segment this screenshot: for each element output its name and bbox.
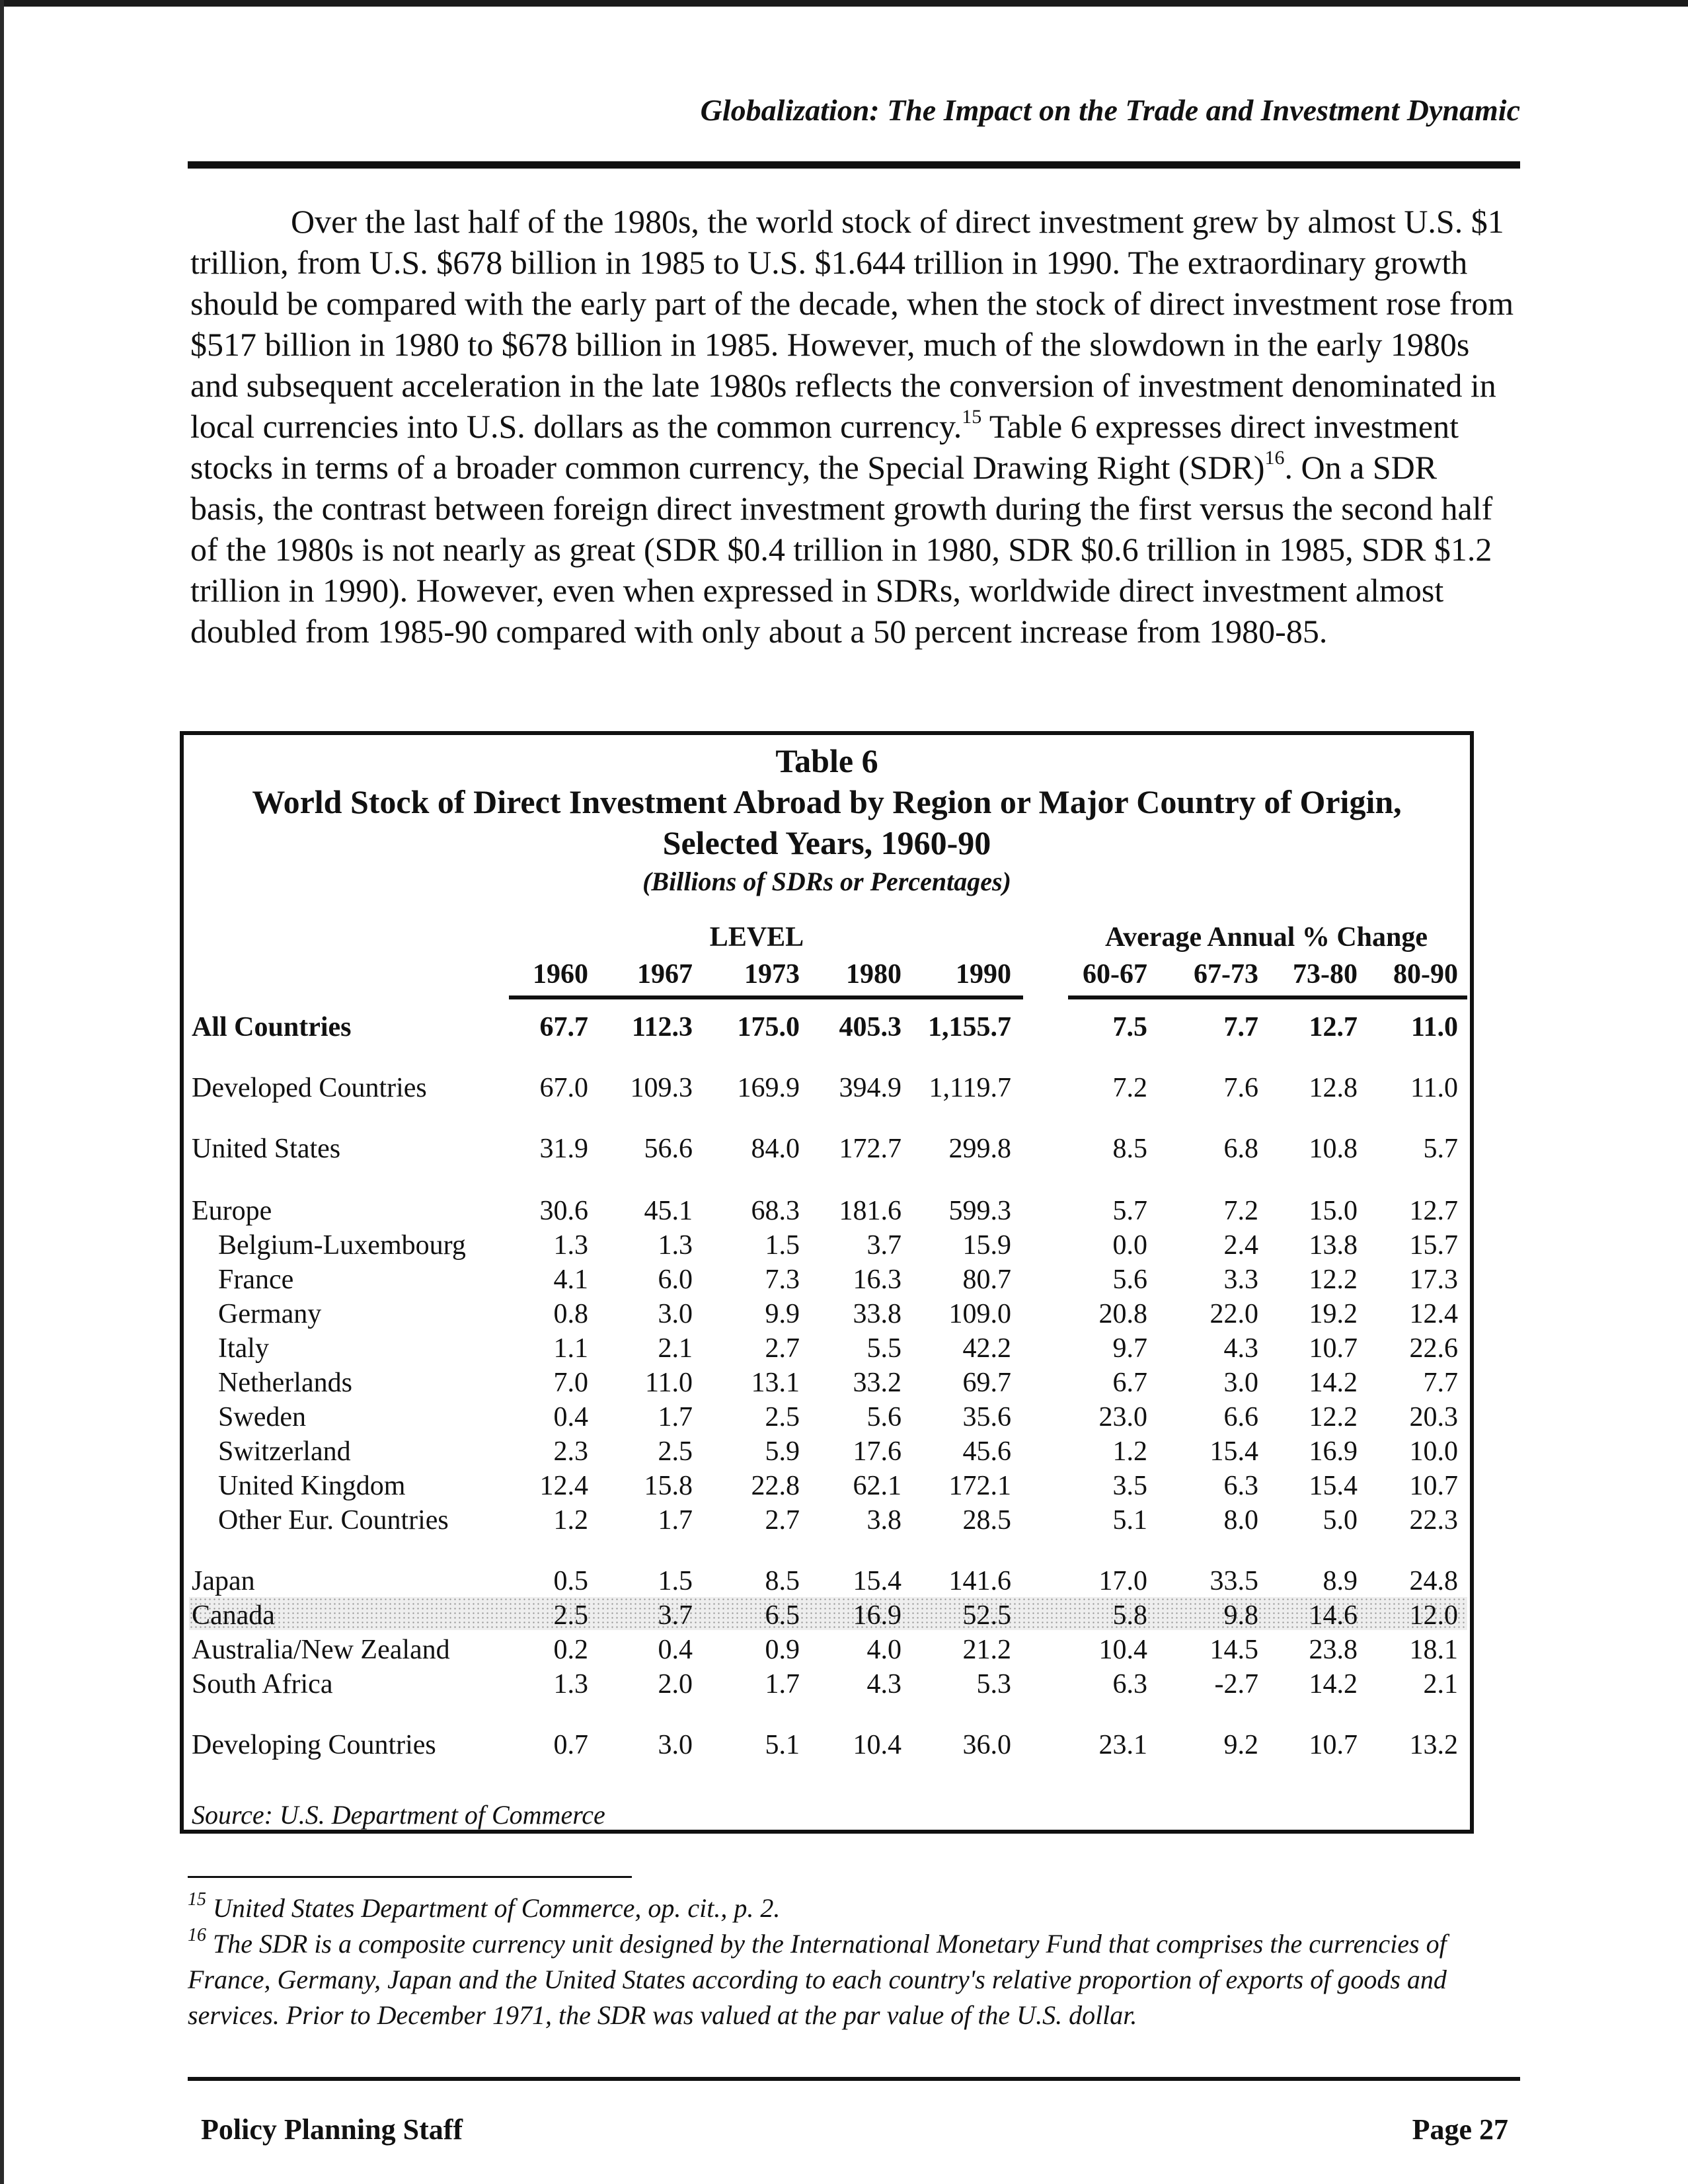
table-cell: 10.7 xyxy=(1409,1471,1458,1501)
table-cell: -2.7 xyxy=(1214,1669,1258,1699)
table-cell: 1.5 xyxy=(765,1230,800,1261)
table-cell: 8.0 xyxy=(1223,1505,1258,1536)
table-cell: 14.6 xyxy=(1309,1600,1358,1631)
table-cell: 3.0 xyxy=(658,1730,693,1760)
row-label: France xyxy=(218,1265,294,1295)
table-cell: 1,119.7 xyxy=(929,1073,1011,1103)
table-cell: 3.0 xyxy=(1223,1368,1258,1398)
column-header-1967: 1967 xyxy=(637,959,693,990)
table-cell: 15.4 xyxy=(853,1566,902,1596)
table-cell: 23.8 xyxy=(1309,1635,1358,1665)
footnote-16-mark: 16 xyxy=(188,1924,206,1945)
table-cell: 172.1 xyxy=(948,1471,1011,1501)
table-cell: 67.0 xyxy=(539,1073,588,1103)
table-cell: 0.8 xyxy=(553,1299,588,1329)
footnote-ref-15: 15 xyxy=(962,406,982,428)
table-cell: 7.0 xyxy=(553,1368,588,1398)
table-cell: 2.0 xyxy=(658,1669,693,1699)
table-cell: 6.7 xyxy=(1112,1368,1147,1398)
table-cell: 12.0 xyxy=(1409,1600,1458,1631)
table-cell: 7.2 xyxy=(1223,1196,1258,1226)
table-cell: 3.5 xyxy=(1112,1471,1147,1501)
table-cell: 80.7 xyxy=(962,1265,1011,1295)
footnote-15-mark: 15 xyxy=(188,1889,206,1910)
table-number: Table 6 xyxy=(775,742,878,779)
column-header-1960: 1960 xyxy=(533,959,588,990)
table-cell: 17.6 xyxy=(853,1436,902,1467)
table-cell: 1.2 xyxy=(553,1505,588,1536)
table-cell: 12.2 xyxy=(1309,1265,1358,1295)
table-cell: 12.4 xyxy=(539,1471,588,1501)
table-cell: 599.3 xyxy=(948,1196,1011,1226)
table-cell: 109.3 xyxy=(630,1073,693,1103)
table-cell: 22.0 xyxy=(1209,1299,1258,1329)
table-cell: 2.3 xyxy=(553,1436,588,1467)
table-cell: 2.7 xyxy=(765,1333,800,1364)
table-cell: 45.1 xyxy=(644,1196,693,1226)
table-cell: 30.6 xyxy=(539,1196,588,1226)
table-cell: 0.9 xyxy=(765,1635,800,1665)
table-cell: 0.4 xyxy=(658,1635,693,1665)
footer-page-number: Page 27 xyxy=(1412,2113,1508,2146)
table-cell: 141.6 xyxy=(948,1566,1011,1596)
table-cell: 1.7 xyxy=(765,1669,800,1699)
table-cell: 3.0 xyxy=(658,1299,693,1329)
table-cell: 42.2 xyxy=(962,1333,1011,1364)
table-cell: 2.7 xyxy=(765,1505,800,1536)
row-label: United Kingdom xyxy=(218,1471,406,1501)
row-label: Sweden xyxy=(218,1402,306,1432)
table-cell: 112.3 xyxy=(631,1012,693,1042)
table-cell: 22.6 xyxy=(1409,1333,1458,1364)
table-cell: 6.8 xyxy=(1223,1134,1258,1164)
footnote-rule xyxy=(188,1876,632,1878)
table-cell: 1.7 xyxy=(658,1505,693,1536)
table-cell: 5.9 xyxy=(765,1436,800,1467)
table-cell: 299.8 xyxy=(948,1134,1011,1164)
header-rule xyxy=(188,161,1520,169)
table-cell: 4.3 xyxy=(866,1669,902,1699)
table-cell: 6.3 xyxy=(1112,1669,1147,1699)
row-label: Developed Countries xyxy=(192,1073,427,1103)
table-cell: 13.1 xyxy=(751,1368,800,1398)
row-label: Netherlands xyxy=(218,1368,352,1398)
table-cell: 4.0 xyxy=(866,1635,902,1665)
table-cell: 62.1 xyxy=(853,1471,902,1501)
table-cell: 16.9 xyxy=(853,1600,902,1631)
table-cell: 11.0 xyxy=(1410,1073,1458,1103)
table-cell: 12.7 xyxy=(1309,1012,1358,1042)
table-cell: 7.5 xyxy=(1112,1012,1147,1042)
table-cell: 1.3 xyxy=(553,1669,588,1699)
body-paragraph xyxy=(190,201,1519,652)
table-cell: 5.6 xyxy=(866,1402,902,1432)
table-cell: 28.5 xyxy=(962,1505,1011,1536)
table-cell: 5.0 xyxy=(1323,1505,1358,1536)
table-cell: 14.2 xyxy=(1309,1669,1358,1699)
table-cell: 67.7 xyxy=(539,1012,588,1042)
row-label: United States xyxy=(192,1134,341,1164)
table-cell: 14.2 xyxy=(1309,1368,1358,1398)
table-cell: 2.4 xyxy=(1223,1230,1258,1261)
table-cell: 7.6 xyxy=(1223,1073,1258,1103)
left-scan-edge xyxy=(0,0,4,2184)
table-cell: 2.1 xyxy=(1423,1669,1458,1699)
table-cell: 13.2 xyxy=(1409,1730,1458,1760)
table-cell: 45.6 xyxy=(962,1436,1011,1467)
row-label: All Countries xyxy=(192,1012,352,1042)
table-cell: 31.9 xyxy=(539,1134,588,1164)
group-header-level: LEVEL xyxy=(709,922,804,953)
table-cell: 21.2 xyxy=(962,1635,1011,1665)
table-cell: 5.1 xyxy=(1112,1505,1147,1536)
table-cell: 36.0 xyxy=(962,1730,1011,1760)
table-cell: 7.2 xyxy=(1112,1073,1147,1103)
table-cell: 15.7 xyxy=(1409,1230,1458,1261)
table-cell: 20.8 xyxy=(1098,1299,1147,1329)
table-cell: 10.4 xyxy=(853,1730,902,1760)
row-label: Italy xyxy=(218,1333,269,1364)
row-label: South Africa xyxy=(192,1669,333,1699)
table-cell: 1.3 xyxy=(553,1230,588,1261)
table-cell: 69.7 xyxy=(962,1368,1011,1398)
table-cell: 5.7 xyxy=(1423,1134,1458,1164)
table-cell: 1.2 xyxy=(1112,1436,1147,1467)
table-cell: 20.3 xyxy=(1409,1402,1458,1432)
table-cell: 4.1 xyxy=(553,1265,588,1295)
footnote-ref-16: 16 xyxy=(1264,447,1285,469)
table-cell: 3.7 xyxy=(866,1230,902,1261)
table-cell: 3.3 xyxy=(1223,1265,1258,1295)
table-cell: 1.3 xyxy=(658,1230,693,1261)
group-header-change: Average Annual % Change xyxy=(1104,922,1428,953)
table-cell: 12.2 xyxy=(1309,1402,1358,1432)
footnote-15 xyxy=(188,1891,1523,1926)
table-cell: 18.1 xyxy=(1409,1635,1458,1665)
column-header-80-90: 80-90 xyxy=(1393,959,1458,990)
table-cell: 9.2 xyxy=(1223,1730,1258,1760)
table-cell: 22.8 xyxy=(751,1471,800,1501)
table-cell: 3.7 xyxy=(658,1600,693,1631)
table-cell: 2.5 xyxy=(553,1600,588,1631)
footnote-16-text: The SDR is a composite currency unit designed by the International Monetary Fund that comprises the currencies of France, Germany, Japan and the United States according to each country's relative proportion of exports of goods and services. Prior to December 1971, the SDR was valued at the par value of the U.S. dollar. xyxy=(188,1929,1447,2030)
table-cell: 2.5 xyxy=(658,1436,693,1467)
footnote-16 xyxy=(188,1926,1523,2033)
table-cell: 175.0 xyxy=(737,1012,800,1042)
table-title-line1: World Stock of Direct Investment Abroad by Region or Major Country of Origin, xyxy=(252,783,1402,820)
page-top-edge xyxy=(0,0,1688,7)
table-cell: 16.9 xyxy=(1309,1436,1358,1467)
table-cell: 15.4 xyxy=(1309,1471,1358,1501)
table-title-line2: Selected Years, 1960-90 xyxy=(662,824,991,861)
table-cell: 56.6 xyxy=(644,1134,693,1164)
table-cell: 22.3 xyxy=(1409,1505,1458,1536)
table-cell: 1,155.7 xyxy=(928,1012,1011,1042)
table-cell: 12.7 xyxy=(1409,1196,1458,1226)
table-cell: 172.7 xyxy=(839,1134,902,1164)
table-cell: 394.9 xyxy=(839,1073,902,1103)
table-cell: 1.1 xyxy=(553,1333,588,1364)
table-cell: 10.7 xyxy=(1309,1333,1358,1364)
table-cell: 3.8 xyxy=(866,1505,902,1536)
table-cell: 10.8 xyxy=(1309,1134,1358,1164)
column-header-1990: 1990 xyxy=(956,959,1011,990)
table-cell: 5.6 xyxy=(1112,1265,1147,1295)
table-cell: 0.0 xyxy=(1112,1230,1147,1261)
table-units: (Billions of SDRs or Percentages) xyxy=(642,867,1011,896)
paragraph-text-part3: . On a SDR basis, the contrast between foreign direct investment growth during the first versus the second half of the 1980s is not nearly as great (SDR $0.4 trillion in 1980, SDR $0.6 trillion in 1985, SDR $1.2 trillion in 1990). However, even when expressed in SDRs, worldwide direct investment almost doubled from 1985-90 compared with only about a 50 percent increase from 1980-85. xyxy=(190,449,1493,650)
table-cell: 13.8 xyxy=(1309,1230,1358,1261)
footer-rule xyxy=(188,2077,1520,2081)
row-label: Switzerland xyxy=(218,1436,351,1467)
row-label: Canada xyxy=(192,1600,275,1631)
table-cell: 10.7 xyxy=(1309,1730,1358,1760)
table-cell: 5.5 xyxy=(866,1333,902,1364)
table-cell: 24.8 xyxy=(1409,1566,1458,1596)
table-cell: 0.2 xyxy=(553,1635,588,1665)
table-cell: 5.3 xyxy=(976,1669,1011,1699)
table-cell: 12.8 xyxy=(1309,1073,1358,1103)
table-cell: 5.8 xyxy=(1112,1600,1147,1631)
column-header-1980: 1980 xyxy=(846,959,902,990)
table-cell: 9.9 xyxy=(765,1299,800,1329)
row-label: Developing Countries xyxy=(192,1730,436,1760)
table-cell: 6.5 xyxy=(765,1600,800,1631)
row-label: Australia/New Zealand xyxy=(192,1635,450,1665)
table-cell: 14.5 xyxy=(1209,1635,1258,1665)
table-cell: 4.3 xyxy=(1223,1333,1258,1364)
table-cell: 0.4 xyxy=(553,1402,588,1432)
table-cell: 109.0 xyxy=(948,1299,1011,1329)
row-label: Japan xyxy=(192,1566,255,1596)
table-cell: 8.9 xyxy=(1323,1566,1358,1596)
table-cell: 9.8 xyxy=(1223,1600,1258,1631)
column-header-60-67: 60-67 xyxy=(1083,959,1147,990)
row-label: Other Eur. Countries xyxy=(218,1505,449,1536)
table-cell: 7.3 xyxy=(765,1265,800,1295)
table-cell: 23.1 xyxy=(1098,1730,1147,1760)
table-cell: 68.3 xyxy=(751,1196,800,1226)
column-header-1973: 1973 xyxy=(744,959,800,990)
table-cell: 15.9 xyxy=(962,1230,1011,1261)
table-cell: 181.6 xyxy=(839,1196,902,1226)
table-cell: 10.4 xyxy=(1098,1635,1147,1665)
table-cell: 169.9 xyxy=(737,1073,800,1103)
table-cell: 6.0 xyxy=(658,1265,693,1295)
table-cell: 12.4 xyxy=(1409,1299,1458,1329)
table-cell: 19.2 xyxy=(1309,1299,1358,1329)
table-cell: 17.0 xyxy=(1098,1566,1147,1596)
table-cell: 17.3 xyxy=(1409,1265,1458,1295)
table-cell: 6.6 xyxy=(1223,1402,1258,1432)
paragraph-text-part1: Over the last half of the 1980s, the world stock of direct investment grew by almost U.S. $1 trillion, from U.S. $678 billion in 1985 to U.S. $1.644 trillion in 1990. The extraordinary growth should be compared with the early part of the decade, when the stock of direct investment rose from $517 billion in 1980 to $678 billion in 1985. However, much of the slowdown in the early 1980s and subsequent acceleration in the late 1980s reflects the conversion of investment denominated in local currencies into U.S. dollars as the common currency. xyxy=(190,203,1514,445)
table-cell: 0.5 xyxy=(553,1566,588,1596)
table-6 xyxy=(180,731,1474,1834)
row-label: Belgium-Luxembourg xyxy=(218,1230,466,1261)
table-cell: 7.7 xyxy=(1223,1012,1258,1042)
table-cell: 10.0 xyxy=(1409,1436,1458,1467)
table-cell: 5.1 xyxy=(765,1730,800,1760)
table-cell: 15.4 xyxy=(1209,1436,1258,1467)
table-cell: 2.1 xyxy=(658,1333,693,1364)
table-cell: 8.5 xyxy=(1112,1134,1147,1164)
table-cell: 5.7 xyxy=(1112,1196,1147,1226)
table-cell: 7.7 xyxy=(1423,1368,1458,1398)
table-cell: 1.7 xyxy=(658,1402,693,1432)
table-cell: 2.5 xyxy=(765,1402,800,1432)
header-rule-level xyxy=(509,995,1023,999)
table-cell: 52.5 xyxy=(962,1600,1011,1631)
table-cell: 15.0 xyxy=(1309,1196,1358,1226)
table-cell: 16.3 xyxy=(853,1265,902,1295)
table-cell: 11.0 xyxy=(645,1368,693,1398)
table-cell: 0.7 xyxy=(553,1730,588,1760)
running-header: Globalization: The Impact on the Trade and Investment Dynamic xyxy=(700,93,1520,127)
table-cell: 84.0 xyxy=(751,1134,800,1164)
table-cell: 6.3 xyxy=(1223,1471,1258,1501)
table-cell: 35.6 xyxy=(962,1402,1011,1432)
header-rule-change xyxy=(1068,995,1467,999)
paragraph-text-part2: Table 6 expresses direct investment stocks in terms of a broader common currency, the Special Drawing Right (SDR) xyxy=(190,408,1459,486)
row-label: Germany xyxy=(218,1299,322,1329)
table-cell: 11.0 xyxy=(1410,1012,1458,1042)
table-cell: 1.5 xyxy=(658,1566,693,1596)
table-cell: 9.7 xyxy=(1112,1333,1147,1364)
table-cell: 8.5 xyxy=(765,1566,800,1596)
table-cell: 33.2 xyxy=(853,1368,902,1398)
table-cell: 405.3 xyxy=(839,1012,902,1042)
column-header-73-80: 73-80 xyxy=(1293,959,1358,990)
table-cell: 33.8 xyxy=(853,1299,902,1329)
table-source: Source: U.S. Department of Commerce xyxy=(192,1800,605,1830)
footer-org: Policy Planning Staff xyxy=(201,2113,463,2146)
table-cell: 33.5 xyxy=(1209,1566,1258,1596)
table-cell: 23.0 xyxy=(1098,1402,1147,1432)
footnote-15-text: United States Department of Commerce, op. cit., p. 2. xyxy=(206,1893,781,1923)
table-cell: 15.8 xyxy=(644,1471,693,1501)
column-header-67-73: 67-73 xyxy=(1194,959,1258,990)
row-label: Europe xyxy=(192,1196,272,1226)
